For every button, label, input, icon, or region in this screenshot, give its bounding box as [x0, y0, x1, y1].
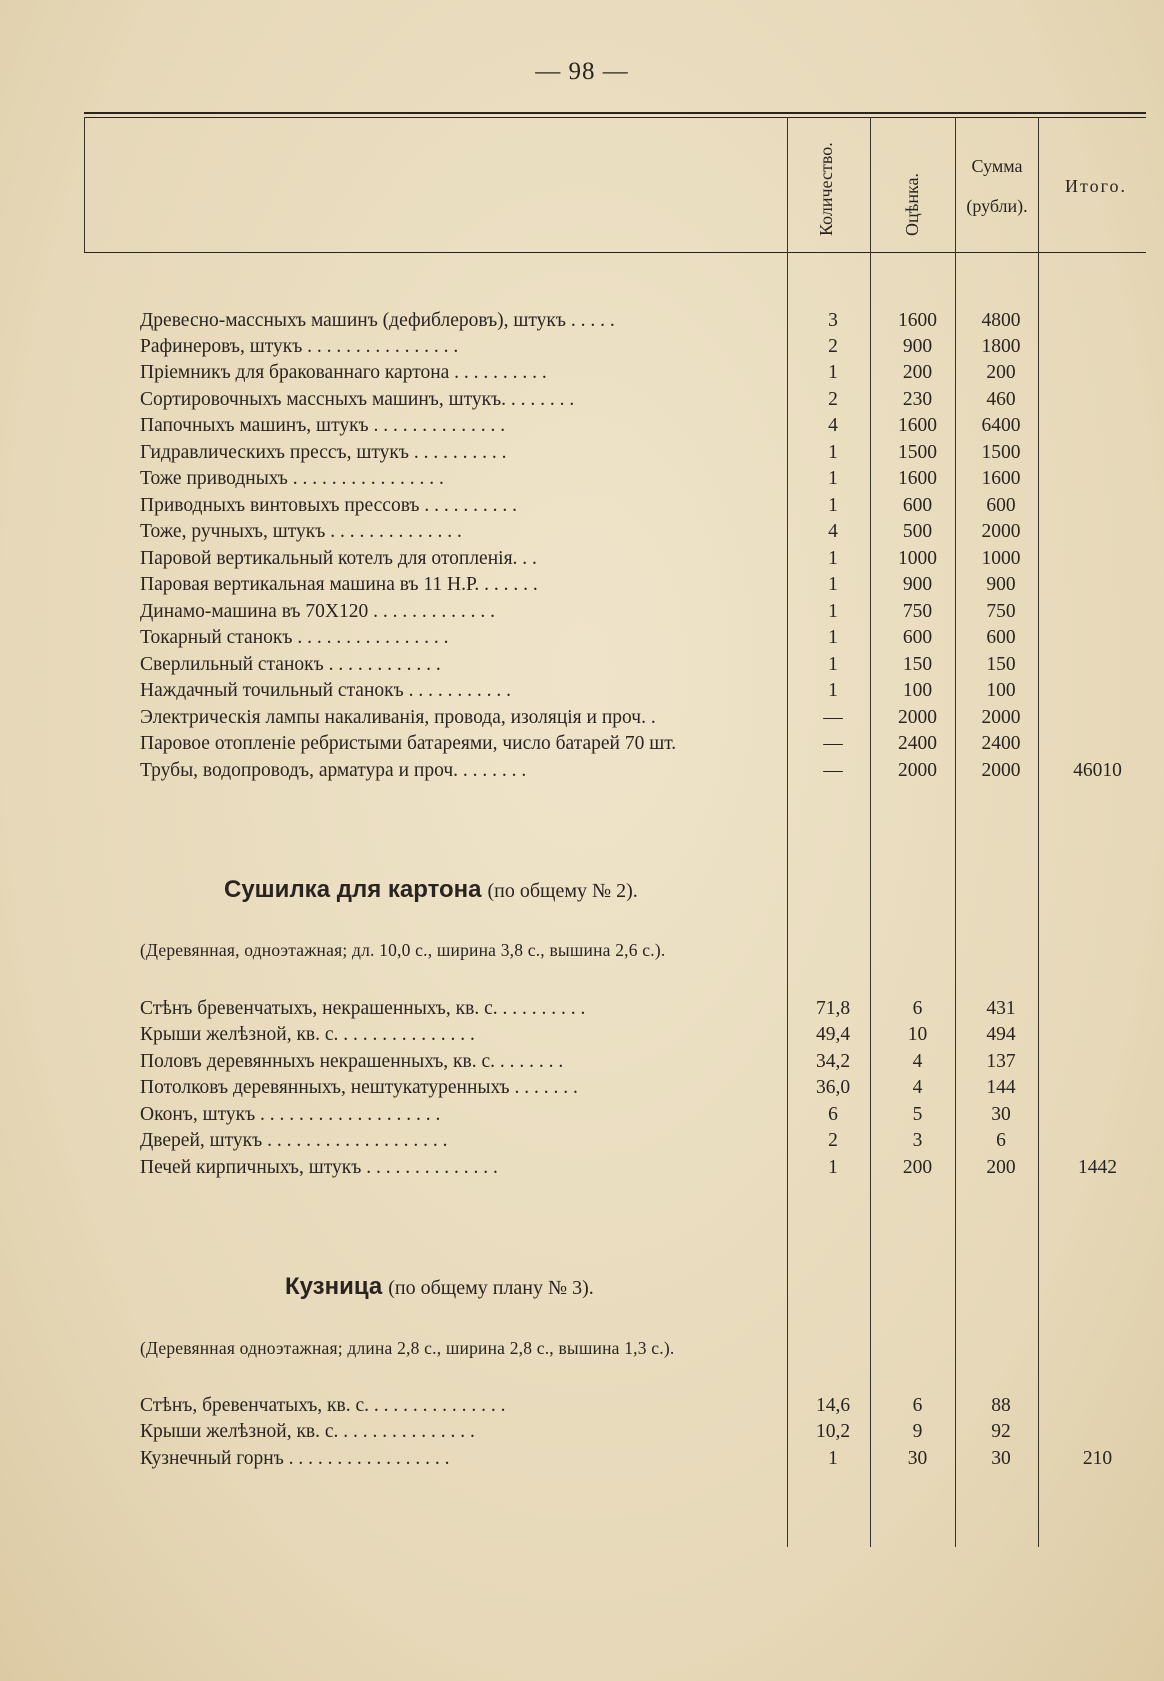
row-valuation: 2000: [898, 707, 937, 728]
row-quantity: 1: [828, 548, 838, 569]
row-quantity: 36,0: [815, 1077, 851, 1098]
table-row: [0, 601, 1164, 627]
top-rule: [84, 112, 1146, 114]
row-sum: 494: [986, 1024, 1016, 1045]
section-title-note: (по общему плану № 3).: [388, 1277, 594, 1299]
row-valuation: 230: [902, 389, 933, 410]
row-quantity: 4: [828, 521, 838, 542]
table-row: [0, 574, 1164, 600]
row-valuation: 1600: [898, 468, 937, 489]
table-row: [0, 1448, 1164, 1474]
row-valuation: 10: [907, 1024, 928, 1045]
table-row: [0, 442, 1164, 468]
table-row: [0, 680, 1164, 706]
row-sum: 200: [986, 362, 1016, 383]
row-sum: 92: [991, 1421, 1011, 1442]
row-sum: 2000: [981, 707, 1021, 728]
row-valuation: 9: [912, 1421, 923, 1442]
row-sum: 200: [986, 1157, 1016, 1178]
row-valuation: 900: [902, 574, 933, 595]
row-valuation: 150: [902, 654, 933, 675]
row-valuation: 3: [912, 1130, 923, 1151]
table-row: [0, 1051, 1164, 1077]
row-valuation: 900: [902, 336, 933, 357]
row-label: Стѣнъ, бревенчатыхъ, кв. с. . . . . . . . . . . . . . .: [140, 1395, 506, 1416]
section-title-dryer: [0, 876, 1164, 904]
row-sum: 137: [986, 1051, 1016, 1072]
row-sum: 4800: [981, 310, 1021, 331]
row-label: Папочныхъ машинъ, штукъ . . . . . . . . . . . . . .: [140, 415, 506, 436]
row-sum: 150: [986, 654, 1016, 675]
row-quantity: 1: [828, 601, 838, 622]
section-title-text: Кузница: [285, 1273, 383, 1300]
table-row: [0, 707, 1164, 733]
row-quantity: 4: [828, 415, 838, 436]
row-valuation: 1600: [898, 310, 937, 331]
table-row: [0, 627, 1164, 653]
row-valuation: 4: [912, 1051, 923, 1072]
table-row: [0, 654, 1164, 680]
row-label: Приводныхъ винтовыхъ прессовъ . . . . . . . . . .: [140, 495, 518, 516]
table-row: [0, 468, 1164, 494]
row-quantity: 1: [828, 468, 838, 489]
table-row: [0, 389, 1164, 415]
row-label: Кузнечный горнъ . . . . . . . . . . . . . . . . .: [140, 1448, 450, 1469]
row-sum: 1800: [981, 336, 1021, 357]
row-label: Стѣнъ бревенчатыхъ, некрашенныхъ, кв. с. . . . . . . . . .: [140, 998, 586, 1019]
table-row: [0, 1024, 1164, 1050]
table-row: [0, 495, 1164, 521]
row-valuation: 1000: [898, 548, 937, 569]
row-valuation: 600: [902, 495, 933, 516]
row-label: Трубы, водопроводъ, арматура и проч. . . . . . . .: [140, 760, 527, 781]
row-valuation: 100: [902, 680, 933, 701]
row-label: Токарный станокъ . . . . . . . . . . . . . . . .: [140, 627, 449, 648]
table-row: [0, 1130, 1164, 1156]
row-sum: 88: [991, 1395, 1011, 1416]
row-quantity: 1: [828, 442, 838, 463]
row-sum: 600: [986, 495, 1016, 516]
row-quantity: 1: [828, 680, 838, 701]
row-sum: 6: [996, 1130, 1006, 1151]
table-row: [0, 336, 1164, 362]
row-quantity: 1: [828, 627, 838, 648]
section-title-text: Сушилка для картона: [224, 876, 482, 903]
row-label: Сверлильный станокъ . . . . . . . . . . . .: [140, 654, 441, 675]
row-valuation: 6: [912, 998, 923, 1019]
row-sum: 30: [991, 1104, 1011, 1125]
table-row: [0, 415, 1164, 441]
table-row: [0, 733, 1164, 759]
row-label: Паровая вертикальная машина въ 11 Н.Р. . . . . . .: [140, 574, 538, 595]
row-sum: 2000: [981, 521, 1021, 542]
row-quantity: —: [823, 760, 843, 781]
row-valuation: 1500: [898, 442, 937, 463]
row-valuation: 30: [907, 1448, 928, 1469]
row-label: Крыши желѣзной, кв. с. . . . . . . . . . . . . . .: [140, 1024, 475, 1045]
row-sum: 1600: [981, 468, 1021, 489]
row-label: Дверей, штукъ . . . . . . . . . . . . . . . . . . .: [140, 1130, 448, 1151]
row-quantity: —: [823, 707, 843, 728]
row-valuation: 200: [902, 1157, 933, 1178]
section-subtitle-forge: (Деревянная одноэтажная; длина 2,8 с., ширина 2,8 с., вышина 1,3 с.).: [140, 1338, 675, 1358]
table-row: [0, 1157, 1164, 1183]
section-subtitle-dryer: (Деревянная, одноэтажная; дл. 10,0 с., ширина 3,8 с., вышина 2,6 с.).: [140, 940, 666, 960]
row-quantity: 1: [828, 574, 838, 595]
header-sum-line1: Сумма: [971, 156, 1023, 176]
row-sum: 6400: [981, 415, 1021, 436]
row-valuation: 4: [912, 1077, 923, 1098]
row-total: 210: [1082, 1448, 1113, 1469]
row-quantity: 2: [828, 1130, 838, 1151]
row-label: Паровое отопленіе ребристыми батареями, число батарей 70 шт.: [140, 733, 677, 754]
row-label: Потолковъ деревянныхъ, нештукатуренныхъ . . . . . . .: [140, 1077, 578, 1098]
table-row: [0, 998, 1164, 1024]
row-sum: 2000: [981, 760, 1021, 781]
row-quantity: 1: [828, 654, 838, 675]
row-quantity: 1: [828, 362, 838, 383]
table-row: [0, 548, 1164, 574]
row-sum: 100: [986, 680, 1016, 701]
header-quantity: Количество.: [816, 142, 836, 236]
row-quantity: 1: [828, 1448, 838, 1469]
row-quantity: 3: [828, 310, 838, 331]
row-sum: 600: [986, 627, 1016, 648]
row-quantity: 2: [828, 336, 838, 357]
row-label: Электрическія лампы накаливанія, провода, изоляція и проч. .: [140, 707, 656, 728]
row-valuation: 500: [902, 521, 933, 542]
row-label: Сортировочныхъ массныхъ машинъ, штукъ. . . . . . . .: [140, 389, 575, 410]
table-row: [0, 1077, 1164, 1103]
row-valuation: 5: [912, 1104, 923, 1125]
row-valuation: 6: [912, 1395, 923, 1416]
row-total: 1442: [1078, 1157, 1117, 1178]
row-sum: 1000: [981, 548, 1021, 569]
row-quantity: 1: [828, 495, 838, 516]
table-row: [0, 521, 1164, 547]
row-label: Оконъ, штукъ . . . . . . . . . . . . . . . . . . .: [140, 1104, 441, 1125]
row-label: Тоже, ручныхъ, штукъ . . . . . . . . . . . . . .: [140, 521, 462, 542]
table-row: [0, 310, 1164, 336]
row-sum: 900: [986, 574, 1016, 595]
header-rule: [84, 252, 1146, 253]
row-valuation: 1600: [898, 415, 937, 436]
row-label: Пріемникъ для бракованнаго картона . . . . . . . . . .: [140, 362, 547, 383]
row-quantity: 2: [828, 389, 838, 410]
row-label: Рафинеровъ, штукъ . . . . . . . . . . . . . . . .: [140, 336, 459, 357]
table-row: [0, 362, 1164, 388]
row-sum: 30: [991, 1448, 1011, 1469]
row-sum: 144: [986, 1077, 1016, 1098]
row-valuation: 2000: [898, 760, 937, 781]
row-valuation: 600: [902, 627, 933, 648]
row-sum: 1500: [981, 442, 1021, 463]
row-quantity: 34,2: [815, 1051, 851, 1072]
table-row: [0, 1104, 1164, 1130]
row-label: Наждачный точильный станокъ . . . . . . . . . . .: [140, 680, 511, 701]
table-row: [0, 760, 1164, 786]
header-valuation: Оцѣнка.: [902, 173, 922, 236]
row-label: Печей кирпичныхъ, штукъ . . . . . . . . . . . . . .: [140, 1157, 498, 1178]
section-title-forge: [0, 1273, 1164, 1301]
table-row: [0, 1395, 1164, 1421]
row-total: 46010: [1073, 760, 1122, 781]
row-sum: 460: [986, 389, 1016, 410]
row-label: Крыши желѣзной, кв. с. . . . . . . . . . . . . . .: [140, 1421, 475, 1442]
row-sum: 2400: [981, 733, 1021, 754]
row-quantity: 14,6: [815, 1395, 851, 1416]
row-label: Паровой вертикальный котелъ для отопленія. . .: [140, 548, 537, 569]
row-quantity: 1: [828, 1157, 838, 1178]
page-number: — 98 —: [535, 58, 629, 85]
row-quantity: 49,4: [815, 1024, 851, 1045]
section-title-note: (по общему № 2).: [487, 880, 638, 902]
left-border-line: [84, 117, 85, 252]
row-label: Динамо-машина въ 70Х120 . . . . . . . . . . . . .: [140, 601, 495, 622]
header-sum-line2: (рубли).: [966, 196, 1028, 216]
row-label: Гидравлическихъ прессъ, штукъ . . . . . . . . . .: [140, 442, 507, 463]
row-valuation: 2400: [898, 733, 937, 754]
row-sum: 750: [986, 601, 1016, 622]
row-label: Половъ деревянныхъ некрашенныхъ, кв. с. . . . . . . .: [140, 1051, 564, 1072]
row-sum: 431: [986, 998, 1016, 1019]
top-rule-thin: [84, 117, 1146, 118]
row-quantity: 10,2: [815, 1421, 851, 1442]
row-quantity: 71,8: [815, 998, 851, 1019]
row-valuation: 750: [902, 601, 933, 622]
table-row: [0, 1421, 1164, 1447]
row-quantity: —: [823, 733, 843, 754]
header-total: Итого.: [1064, 176, 1128, 196]
row-valuation: 200: [902, 362, 933, 383]
row-label: Древесно-массныхъ машинъ (дефиблеровъ), штукъ . . . . .: [140, 310, 615, 331]
row-label: Тоже приводныхъ . . . . . . . . . . . . . . . .: [140, 468, 444, 489]
row-quantity: 6: [828, 1104, 838, 1125]
